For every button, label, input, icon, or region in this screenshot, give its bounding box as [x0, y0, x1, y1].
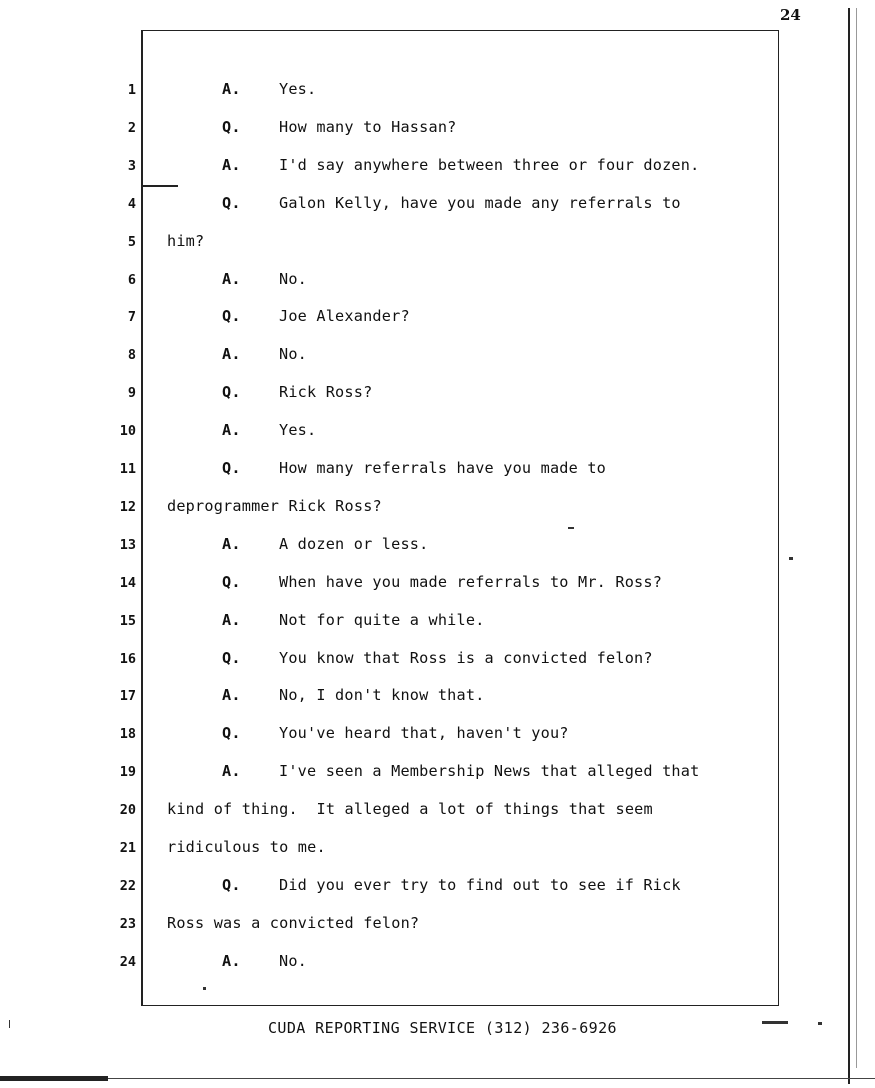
speaker-label: A.: [222, 686, 241, 705]
line-number: 7: [127, 309, 136, 326]
scan-mark: [818, 1022, 822, 1025]
line-number: 3: [127, 157, 136, 174]
transcript-line-text: How many referrals have you made to: [279, 459, 607, 477]
transcript-line-text: You know that Ross is a convicted felon?: [279, 648, 653, 667]
speaker-label: Q.: [222, 307, 241, 326]
scan-mark: [789, 557, 793, 560]
transcript-line-text: Yes.: [279, 421, 317, 440]
line-number: 5: [127, 233, 136, 250]
bottom-edge-rule: [108, 1078, 875, 1079]
line-number: 23: [119, 915, 136, 932]
transcript-line-text: I've seen a Membership News that alleged that: [279, 762, 700, 781]
transcript-line-text: I'd say anywhere between three or four dozen.: [279, 155, 700, 174]
transcript-line-text: You've heard that, haven't you?: [279, 724, 569, 743]
speaker-label: Q.: [222, 724, 241, 743]
right-edge-rule: [848, 8, 850, 1084]
transcript-line-text: No.: [279, 345, 308, 364]
line-number: 2: [127, 119, 136, 136]
line-number: 12: [119, 498, 136, 515]
speaker-label: A.: [222, 80, 241, 98]
line-number: 18: [119, 726, 136, 743]
transcript-line-text: Yes.: [279, 80, 317, 98]
transcript-line-text: When have you made referrals to Mr. Ross?: [279, 572, 663, 591]
line-number: 14: [119, 574, 136, 591]
scan-mark: [762, 1021, 788, 1024]
line-number: 4: [127, 195, 136, 212]
line-number: 8: [127, 347, 136, 364]
reporter-footer: CUDA REPORTING SERVICE (312) 236-6926: [268, 1019, 617, 1037]
transcript-line-text: deprogrammer Rick Ross?: [167, 496, 382, 515]
speaker-label: Q.: [222, 572, 241, 591]
line-number: 1: [127, 82, 136, 98]
speaker-label: A.: [222, 762, 241, 781]
speaker-label: Q.: [222, 193, 241, 212]
speaker-label: A.: [222, 269, 241, 288]
transcript-line-text: Ross was a convicted felon?: [167, 913, 420, 932]
transcript-line-text: How many to Hassan?: [279, 117, 457, 136]
line-number: 10: [119, 423, 136, 440]
transcript-line-text: Rick Ross?: [279, 383, 373, 402]
speaker-label: Q.: [222, 383, 241, 402]
speaker-label: Q.: [222, 459, 241, 477]
line-number: 21: [119, 840, 136, 856]
speaker-label: A.: [222, 155, 241, 174]
transcript-line-text: Galon Kelly, have you made any referrals to: [279, 193, 681, 212]
scan-mark: [568, 527, 574, 529]
scan-mark: [203, 987, 206, 990]
line-number: 16: [119, 650, 136, 667]
transcript-line-text: Joe Alexander?: [279, 307, 410, 326]
line-number: 17: [119, 688, 136, 705]
transcript-line-text: ridiculous to me.: [167, 838, 326, 856]
transcript-line-text: No, I don't know that.: [279, 686, 485, 705]
bottom-edge-rule-thick: [0, 1076, 108, 1081]
right-edge-rule-thin: [856, 8, 857, 1068]
line-number: 15: [119, 612, 136, 629]
transcript-line-text: kind of thing. It alleged a lot of things that seem: [167, 800, 653, 819]
page-number: 24: [780, 6, 801, 24]
transcript-line-text: No.: [279, 269, 308, 288]
speaker-label: A.: [222, 951, 241, 970]
speaker-label: A.: [222, 534, 241, 553]
speaker-label: Q.: [222, 117, 241, 136]
transcript-line-text: Not for quite a while.: [279, 610, 485, 629]
speaker-label: A.: [222, 610, 241, 629]
line-number: 24: [119, 953, 136, 970]
speaker-label: Q.: [222, 648, 241, 667]
line-number: 22: [119, 877, 136, 894]
margin-tick-mark: [142, 185, 178, 187]
speaker-label: A.: [222, 421, 241, 440]
transcript-line-text: No.: [279, 951, 308, 970]
transcript-line-text: A dozen or less.: [279, 534, 429, 553]
speaker-label: A.: [222, 345, 241, 364]
line-number: 19: [119, 764, 136, 781]
line-number: 11: [119, 461, 136, 477]
transcript-line-text: him?: [167, 231, 205, 250]
line-number: 20: [119, 802, 136, 819]
line-number: 13: [119, 536, 136, 553]
line-number: 9: [127, 385, 136, 402]
transcript-frame: [141, 30, 779, 1006]
speaker-label: Q.: [222, 875, 241, 894]
line-number: 6: [127, 271, 136, 288]
scan-mark: [9, 1020, 10, 1028]
transcript-line-text: Did you ever try to find out to see if Rick: [279, 875, 681, 894]
